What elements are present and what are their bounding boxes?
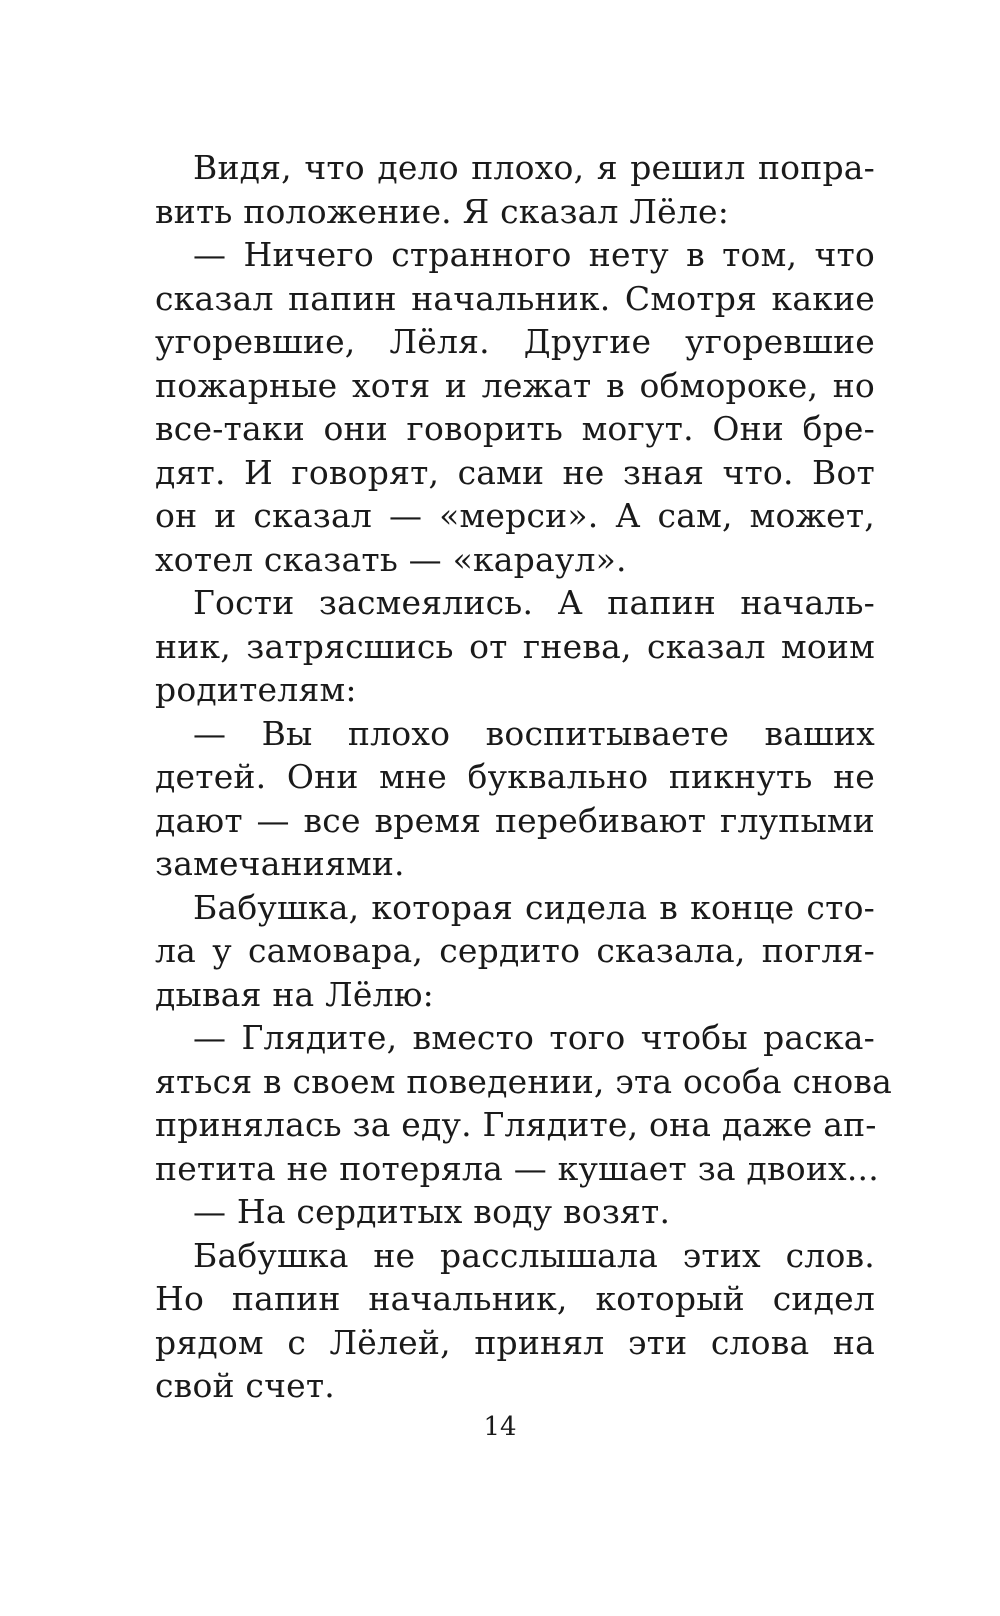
text-line: принялась за еду. Глядите, она даже ап- (155, 1105, 877, 1144)
text-line: дают — все время перебивают глупыми (155, 800, 875, 840)
text-line: Бабушка не расслышала этих слов. (193, 1235, 875, 1275)
text-line: он и сказал — «мерси». А сам, может, (155, 496, 875, 535)
text-line: родителям: (155, 670, 357, 709)
text-line: Но папин начальник, который сидел (155, 1279, 875, 1318)
text-line: свой счет. (155, 1366, 335, 1405)
text-line: замечаниями. (155, 844, 405, 883)
text-line: пожарные хотя и лежат в обмороке, но (155, 365, 875, 405)
text-line: ник, затрясшись от гнева, сказал моим (155, 626, 875, 666)
text-line: угоревшие, Лёля. Другие угоревшие (155, 322, 875, 361)
text-line: вить положение. Я сказал Лёле: (155, 191, 730, 231)
text-line: дывая на Лёлю: (155, 974, 434, 1014)
text-line: Бабушка, которая сидела в конце сто- (193, 887, 875, 927)
text-line: Гости засмеялись. А папин началь- (193, 583, 875, 622)
text-line: рядом с Лёлей, принял эти слова на (155, 1322, 875, 1362)
text-line: хотел сказать — «караул». (155, 539, 627, 579)
text-line: ла у самовара, сердито сказала, погля- (155, 931, 875, 970)
body-text (155, 146, 893, 1408)
text-line: петита не потеряла — кушает за двоих... (155, 1148, 879, 1188)
text-line: — Глядите, вместо того чтобы раска- (193, 1018, 875, 1057)
text-line: — Вы плохо воспитываете ваших (193, 713, 875, 753)
text-line: яться в своем поведении, эта особа снова (155, 1061, 893, 1101)
text-line: все-таки они говорить могут. Они бре- (155, 409, 875, 448)
page-number: 14 (483, 1412, 517, 1442)
text-line: дят. И говорят, сами не зная что. Вот (155, 452, 875, 492)
text-line: — На сердитых воду возят. (193, 1192, 671, 1231)
text-line: Видя, что дело плохо, я решил попра- (193, 148, 875, 187)
text-line: — Ничего странного нету в том, что (193, 235, 875, 274)
text-line: детей. Они мне буквально пикнуть не (155, 757, 875, 796)
text-line: сказал папин начальник. Смотря какие (155, 278, 875, 318)
